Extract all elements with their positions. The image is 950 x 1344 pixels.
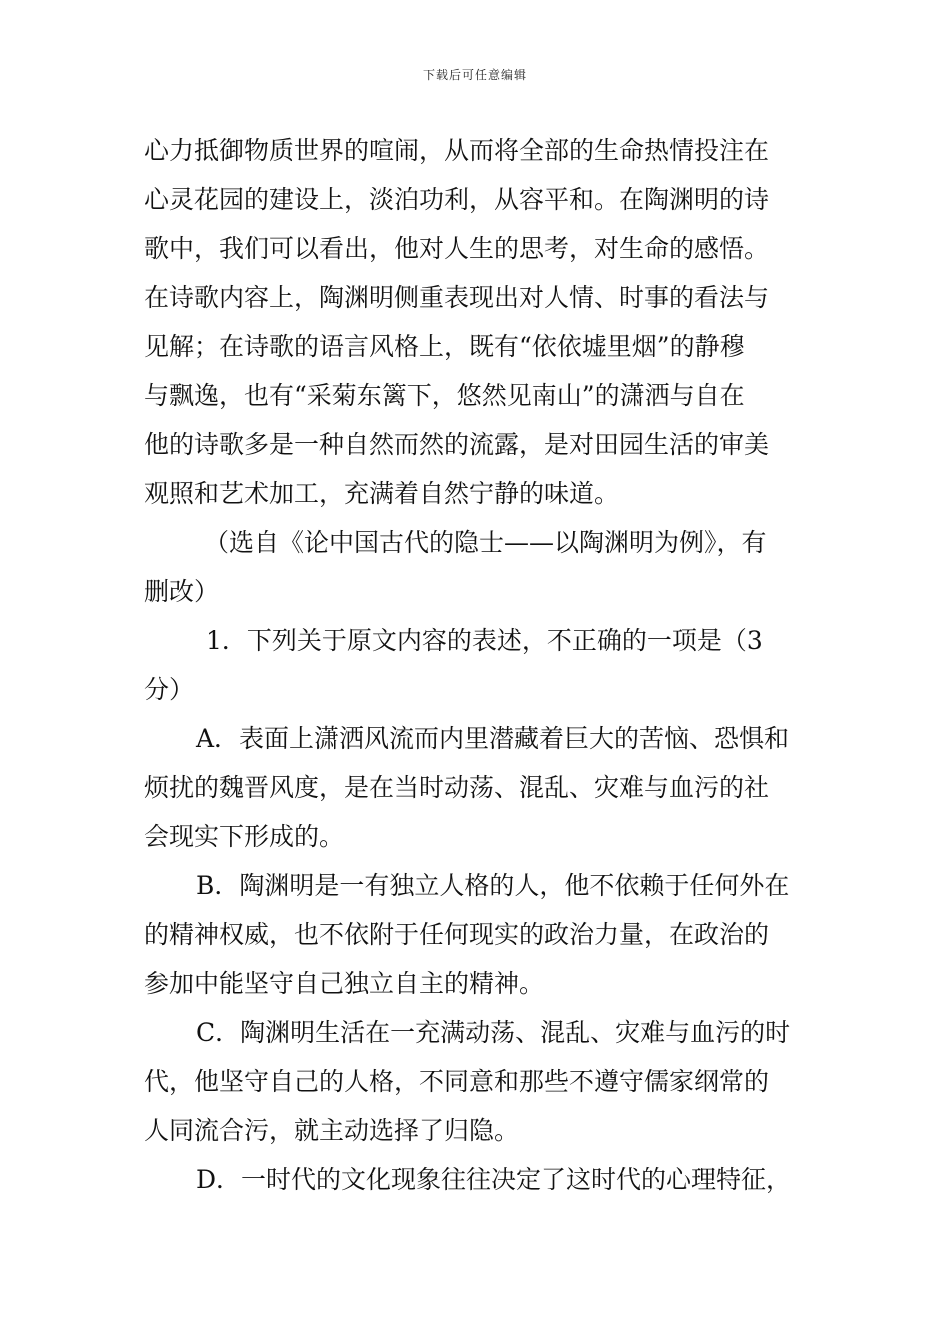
source-citation: （选自《论中国古代的隐士——以陶渊明为例》，有 bbox=[204, 528, 767, 557]
option-a-cont: 烦扰的魏晋风度，是在当时动荡、混乱、灾难与血污的社 bbox=[144, 773, 770, 802]
option-c-cont: 人同流合污，就主动选择了归隐。 bbox=[144, 1116, 520, 1145]
option-a: A．表面上潇洒风流而内里潜藏着巨大的苦恼、恐惧和 bbox=[196, 724, 790, 753]
option-b: B．陶渊明是一有独立人格的人，他不依赖于任何外在 bbox=[196, 871, 790, 900]
paragraph-line: 心灵花园的建设上，淡泊功利，从容平和。在陶渊明的诗 bbox=[144, 185, 770, 214]
option-c-cont: 代，他坚守自己的人格，不同意和那些不遵守儒家纲常的 bbox=[144, 1067, 770, 1096]
paragraph-line: 心力抵御物质世界的喧闹，从而将全部的生命热情投注在 bbox=[144, 136, 770, 165]
option-b-cont: 参加中能坚守自己独立自主的精神。 bbox=[144, 969, 545, 998]
paragraph-line: 见解；在诗歌的语言风格上，既有“依依墟里烟”的静穆 bbox=[144, 332, 745, 361]
paragraph-line: 在诗歌内容上，陶渊明侧重表现出对人情、时事的看法与 bbox=[144, 283, 770, 312]
option-b-cont: 的精神权威，也不依附于任何现实的政治力量，在政治的 bbox=[144, 920, 770, 949]
page-header: 下载后可任意编辑 bbox=[422, 68, 527, 82]
option-d: D．一时代的文化现象往往决定了这时代的心理特征， bbox=[196, 1165, 792, 1194]
source-citation-cont: 删改） bbox=[144, 577, 220, 606]
paragraph-line: 他的诗歌多是一种自然而然的流露，是对田园生活的审美 bbox=[144, 430, 770, 459]
option-a-cont: 会现实下形成的。 bbox=[144, 822, 345, 851]
question-1-cont: 分） bbox=[144, 675, 195, 704]
paragraph-line: 观照和艺术加工，充满着自然宁静的味道。 bbox=[144, 479, 620, 508]
question-1: 1．下列关于原文内容的表述，不正确的一项是（3 bbox=[206, 626, 763, 655]
option-c: C．陶渊明生活在一充满动荡、混乱、灾难与血污的时 bbox=[196, 1018, 791, 1047]
document-body bbox=[144, 126, 808, 1204]
paragraph-line: 与飘逸，也有“采菊东篱下，悠然见南山”的潇洒与自在 bbox=[144, 381, 745, 410]
paragraph-line: 歌中，我们可以看出，他对人生的思考，对生命的感悟。 bbox=[144, 234, 770, 263]
